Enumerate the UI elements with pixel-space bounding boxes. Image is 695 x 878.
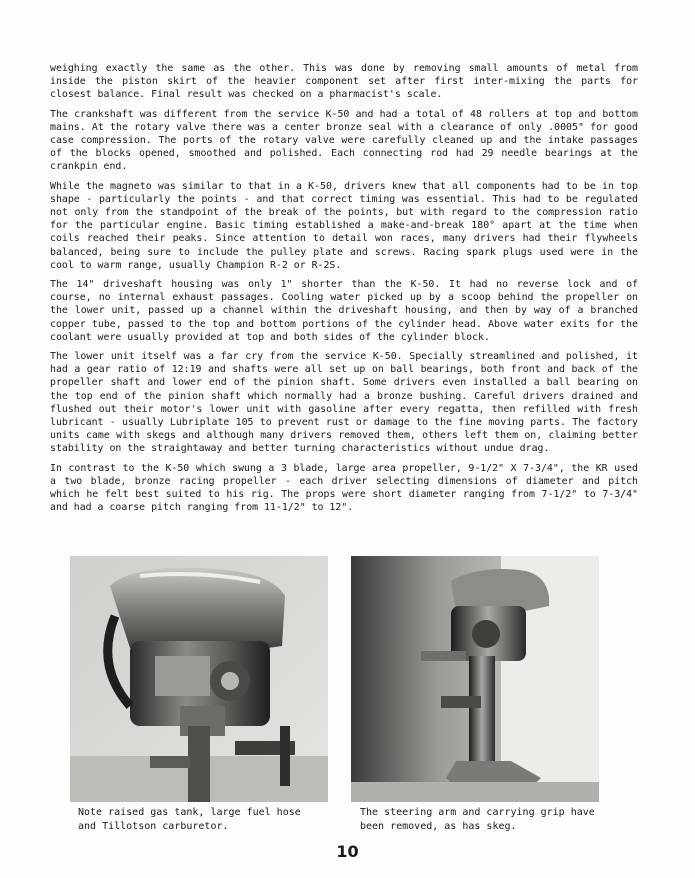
paragraph-6: In contrast to the K-50 which swung a 3 blade, large area propeller, 9-1/2" X 7-3/4", the KR used a two blade, bronze racing propeller - each driver selecting dimensions of diameter and pitch which he felt best suited to his rig. The props were short diameter ranging from 7-1/2" to 7-3/4" and had a coarse pitch ranging from 11-1/2" to 12". [50,462,638,514]
paragraph-4: The 14" driveshaft housing was only 1" shorter than the K-50. It had no reverse lock and of course, no internal exhaust passages. Cooling water picked up by a scoop behind the propeller on the lower unit, passed up a channel within the driveshaft housing, and then by way of a branched copper tube, passed to the top and bottom portions of the cylinder head. Above water exits for the coolant were usually provided at top and both sides of the cylinder block. [50,279,638,343]
motor-photo-right [351,556,599,802]
paragraph-5: The lower unit itself was a far cry from the service K-50. Specially streamlined and polished, it had a gear ratio of 12:19 and shafts were all set up on ball bearings, both front and back of the propeller shaft and lower end of the pinion shaft. Some drivers even installed a ball bearing on the top end of the pinion shaft which normally had a bronze bushing. Careful drivers drained and flushed out their motor's lower unit with gasoline after every regatta, then refilled with fresh lubricant - usually Lubriplate 105 to prevent rust or damage to the fine moving parts. The factory units came with skegs and although many drivers removed them, others left them on, claiming better stability on the straightaway and better turning characteristics without undue drag. [50,351,638,455]
motor-photo-left-image [70,556,328,802]
photo-caption-right: The steering arm and carrying grip have been removed, as has skeg. [360,807,595,832]
body-text [50,62,638,521]
motor-photo-left [70,556,328,802]
photo-caption-left: Note raised gas tank, large fuel hose and Tillotson carburetor. [78,807,301,832]
motor-photo-right-image [351,556,599,802]
page-number: 10 [336,842,359,861]
paragraph-2: The crankshaft was different from the service K-50 and had a total of 48 rollers at top and bottom mains. At the rotary valve there was a center bronze seal with a clearance of only .0005" for good case compression. The ports of the rotary valve were carefully cleaned up and the intake passages of the blocks opened, smoothed and polished. Each connecting rod had 29 needle bearings at the crankpin end. [50,108,638,173]
paragraph-1: weighing exactly the same as the other. This was done by removing small amounts of metal from inside the piston skirt of the heavier component set after first inter-mixing the parts for closest balance. Final result was checked on a pharmacist's scale. [50,63,638,101]
paragraph-3: While the magneto was similar to that in a K-50, drivers knew that all components had to be in top shape - particularly the points - and that correct timing was essential. This had to be regulated not only from the standpoint of the break of the points, but with regard to the compression ratio for the particular engine. Basic timing established a make-and-break 180° apart at the time when coils reached their peaks. Since attention to detail won races, many drivers had their flywheels balanced, being sure to include the pulley plate and screws. Racing spark plugs used were in the cool to warm range, usually Champion R-2 or R-2S. [50,180,638,271]
